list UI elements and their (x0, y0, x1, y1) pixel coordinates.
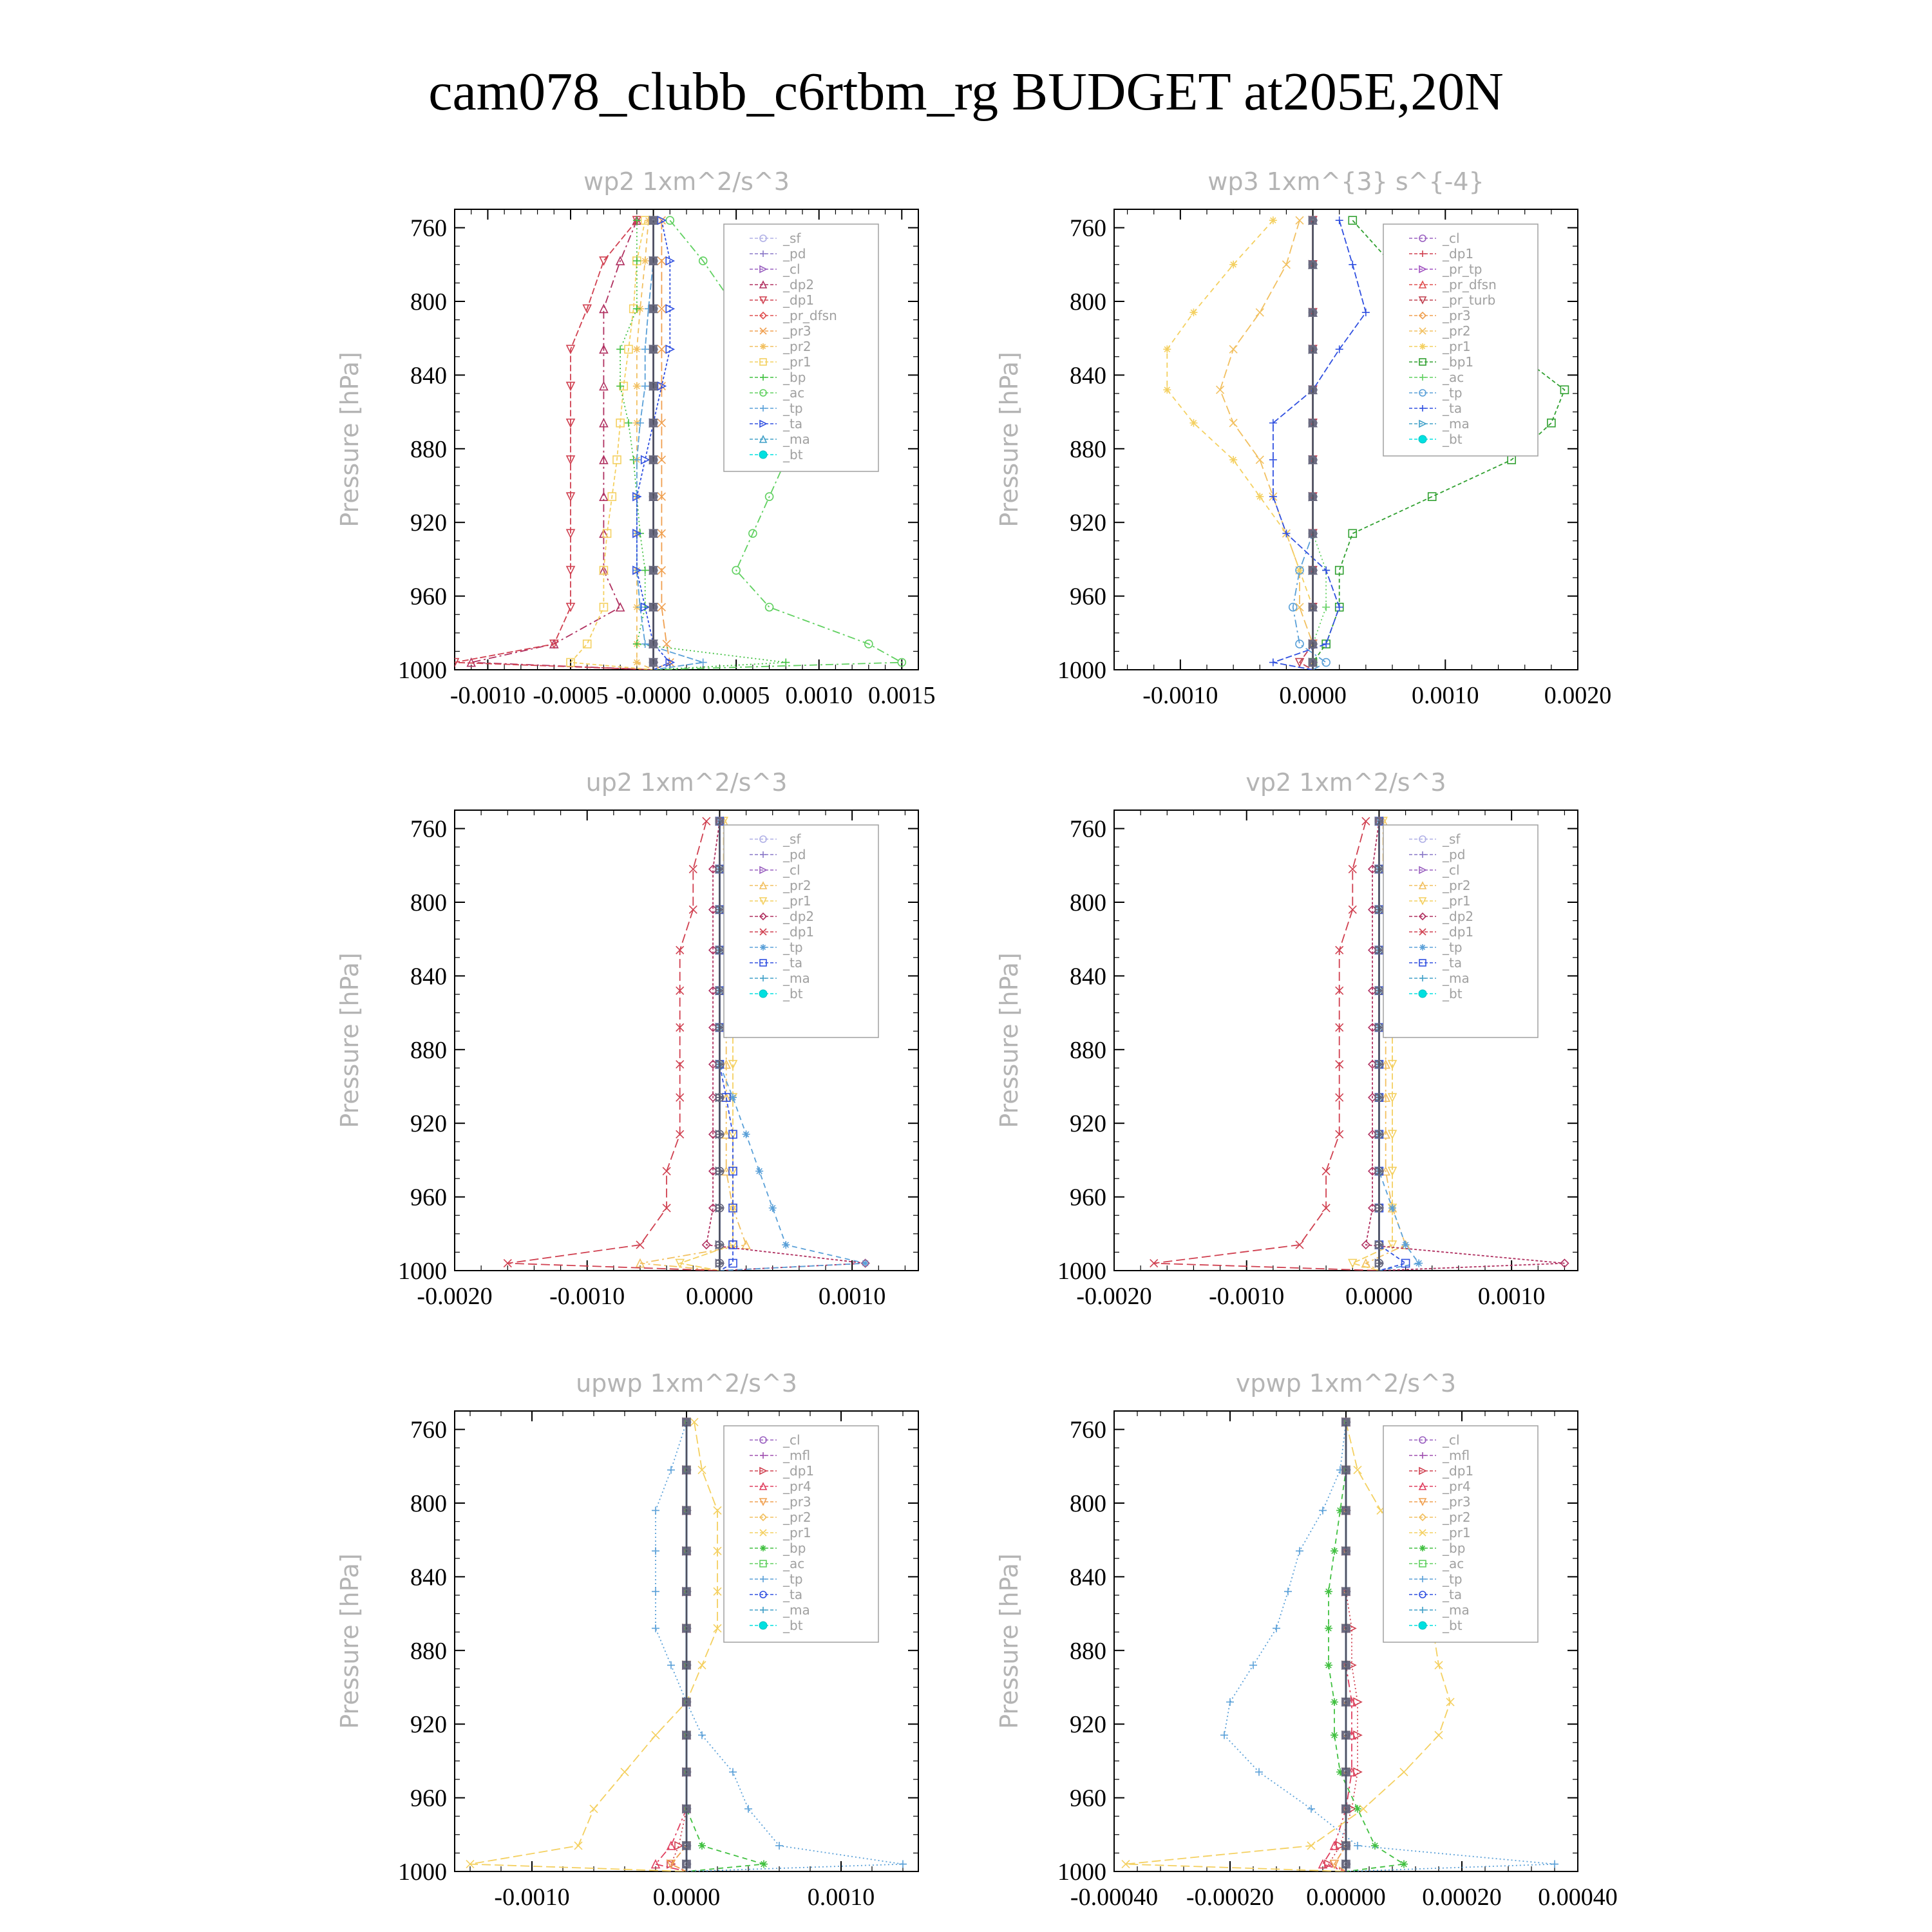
data-point-pr1 (652, 1731, 659, 1739)
legend-label: _pr_dfsn (783, 308, 837, 323)
legend-label: _dp2 (1443, 909, 1474, 924)
panel-title: upwp 1xm^2/s^3 (576, 1369, 797, 1397)
x-tick-label: 0.0010 (1412, 682, 1479, 709)
y-tick-label: 920 (410, 1711, 447, 1739)
data-point-tp (699, 659, 707, 667)
y-tick-label: 920 (410, 1110, 447, 1138)
data-point-tp (899, 1861, 907, 1868)
data-point-tp (1322, 659, 1330, 667)
series-line-pr1 (470, 1422, 717, 1871)
legend-label: _pr1 (783, 354, 811, 370)
data-point-pr2 (641, 257, 649, 265)
data-point-bp (698, 1842, 706, 1850)
data-point-bp (760, 1861, 768, 1868)
x-tick-label: 0.00040 (1538, 1884, 1618, 1911)
y-tick-label: 800 (1070, 289, 1106, 316)
legend-label: _pd (783, 246, 806, 261)
legend-label: _pr3 (1443, 1494, 1471, 1510)
x-tick-label: 0.0010 (785, 682, 853, 709)
y-tick-label: 960 (410, 583, 447, 611)
data-point-tp (652, 1587, 659, 1595)
data-point-dp2 (600, 383, 607, 390)
x-tick-label: 0.0010 (818, 1283, 886, 1310)
legend-label: _bt (783, 1618, 803, 1633)
x-tick-label: 0.0005 (702, 682, 770, 709)
y-tick-label: 880 (1070, 1036, 1106, 1064)
y-tick-label: 880 (410, 1637, 447, 1665)
legend-label: _ac (783, 1556, 805, 1571)
data-point-tp (667, 1662, 675, 1669)
data-point-tp (729, 1768, 737, 1776)
legend-marker (760, 1545, 766, 1551)
data-point-pr1 (1354, 1466, 1361, 1474)
data-point-pr1 (574, 1842, 582, 1850)
x-tick-label: -0.0010 (494, 1884, 570, 1911)
legend-label: _dp1 (1443, 1463, 1474, 1479)
series-line-ac (1313, 220, 1327, 670)
legend-label: _pd (1443, 847, 1466, 862)
x-tick-label: 0.0000 (652, 1884, 721, 1911)
panel-title: vp2 1xm^2/s^3 (1245, 768, 1446, 797)
x-tick-label: 0.0000 (686, 1283, 753, 1310)
legend-label: _pr3 (783, 323, 811, 339)
legend-label: _tp (1443, 1571, 1463, 1587)
legend-marker (1419, 435, 1426, 443)
panel-3 (336, 768, 918, 1310)
legend (724, 224, 878, 471)
data-point-pr1 (1229, 456, 1237, 464)
legend-label: _pr2 (1443, 1510, 1471, 1525)
y-tick-label: 960 (410, 1785, 447, 1812)
legend-label: _bt (783, 986, 803, 1001)
data-point-bp (1331, 1731, 1338, 1739)
legend-label: _dp1 (1443, 924, 1474, 940)
data-point-pr2 (1282, 261, 1290, 269)
legend-label: _pr_dfsn (1443, 277, 1497, 292)
x-tick-label: -0.00020 (1186, 1884, 1274, 1911)
data-point-tp (1226, 1698, 1234, 1706)
y-tick-label: 880 (410, 1036, 447, 1064)
panel-1 (336, 167, 936, 709)
legend-label: _bt (1443, 431, 1463, 447)
series-line-dp1 (507, 821, 719, 1271)
legend-marker (1419, 1622, 1426, 1629)
legend-label: _pr1 (783, 893, 811, 909)
series-line-dp1 (671, 1422, 687, 1871)
data-point-bp (1325, 1662, 1332, 1669)
y-tick-label: 1000 (1057, 657, 1106, 684)
legend-label: _mfl (1443, 1448, 1470, 1463)
x-tick-label: -0.0010 (549, 1283, 625, 1310)
data-point-pr2 (633, 383, 641, 390)
legend-label: _dp2 (783, 909, 815, 924)
data-point-dp2 (616, 603, 624, 611)
legend-label: _pr3 (1443, 308, 1471, 323)
legend-label: _ta (1443, 955, 1463, 971)
y-tick-label: 840 (410, 1564, 447, 1591)
data-point-tp (755, 1168, 763, 1175)
data-point-bp (1325, 1624, 1332, 1632)
legend-label: _ta (783, 1587, 803, 1602)
legend-label: _dp1 (783, 924, 815, 940)
legend-label: _pr2 (1443, 323, 1471, 339)
panel-title: wp3 1xm^{3} s^{-4} (1208, 167, 1484, 196)
series-line-pr4 (656, 1422, 687, 1871)
y-tick-label: 840 (1070, 362, 1106, 390)
y-tick-label: 880 (1070, 435, 1106, 463)
data-point-pr1 (1400, 1768, 1408, 1776)
data-point-tp (743, 1130, 750, 1138)
data-point-pr1 (1269, 216, 1277, 224)
legend-label: _pr3 (783, 1494, 811, 1510)
legend-label: _pr1 (1443, 339, 1471, 354)
data-point-ta (1362, 308, 1370, 316)
data-point-pr1 (1435, 1731, 1443, 1739)
data-point-tp (1415, 1260, 1423, 1267)
legend-label: _bp (783, 370, 806, 385)
legend-label: _ma (783, 431, 810, 447)
y-axis-label: Pressure [hPa] (995, 352, 1023, 527)
data-point-tp (652, 1506, 659, 1514)
data-point-pr2 (633, 345, 641, 353)
legend-label: _tp (783, 401, 803, 416)
y-tick-label: 760 (1070, 1416, 1106, 1444)
legend-label: _tp (1443, 940, 1463, 955)
x-tick-label: -0.0000 (615, 682, 692, 709)
data-point-ta (1269, 659, 1277, 667)
legend-label: _dp1 (783, 292, 815, 308)
data-point-ta (641, 456, 649, 464)
legend-label: _pd (783, 847, 806, 862)
data-point-ta (1336, 603, 1343, 611)
data-point-pr2 (633, 659, 641, 667)
data-point-tp (1319, 1506, 1327, 1514)
series-line-ta (1273, 220, 1366, 670)
x-tick-label: -0.0020 (417, 1283, 493, 1310)
data-point-pr2 (1256, 308, 1264, 316)
legend-marker (760, 343, 766, 350)
data-point-tp (1551, 1861, 1558, 1868)
legend-marker (1419, 343, 1426, 350)
data-point-dp1 (663, 1168, 670, 1175)
data-point-bp (1331, 1547, 1338, 1555)
series-line-pr3 (671, 1422, 687, 1871)
legend-label: _bt (783, 447, 803, 462)
data-point-bp (625, 419, 632, 427)
legend-label: _bp (783, 1540, 806, 1556)
x-tick-label: -0.0005 (533, 682, 609, 709)
data-point-ac (666, 216, 674, 224)
data-point-tp (1249, 1662, 1257, 1669)
legend-marker (1419, 1545, 1426, 1551)
data-point-tp (698, 1731, 706, 1739)
legend-label: _cl (1443, 862, 1460, 878)
legend-label: _cl (783, 261, 800, 277)
legend-label: _ac (783, 385, 805, 401)
legend-label: _pr2 (783, 339, 811, 354)
data-point-tp (1296, 1547, 1303, 1555)
x-tick-label: -0.00040 (1070, 1884, 1159, 1911)
legend-label: _ac (1443, 1556, 1464, 1571)
x-tick-label: -0.0020 (1076, 1283, 1152, 1310)
data-point-tp (641, 345, 649, 353)
legend-label: _ta (1443, 401, 1463, 416)
data-point-pr1 (1256, 493, 1264, 500)
legend (724, 1426, 878, 1642)
legend-label: _bt (1443, 1618, 1463, 1633)
legend-label: _dp1 (1443, 246, 1474, 261)
legend-label: _bt (1443, 986, 1463, 1001)
data-point-pr1 (698, 1662, 706, 1669)
data-point-pr2 (1296, 216, 1303, 224)
data-point-bp (1354, 1805, 1361, 1813)
y-tick-label: 920 (1070, 509, 1106, 537)
x-tick-label: 0.00020 (1422, 1884, 1502, 1911)
data-point-dp1 (1322, 1168, 1330, 1175)
y-tick-label: 800 (410, 1490, 447, 1517)
data-point-tp (1402, 1241, 1410, 1249)
y-tick-label: 800 (410, 889, 447, 916)
y-axis-label: Pressure [hPa] (336, 952, 364, 1128)
y-tick-label: 960 (410, 1184, 447, 1211)
legend-label: _pr1 (1443, 1525, 1471, 1540)
data-point-tp (641, 383, 649, 390)
series-line-dp2 (471, 220, 654, 670)
legend-marker (760, 944, 766, 951)
x-tick-label: 0.0000 (1345, 1283, 1413, 1310)
data-point-pr1 (1189, 419, 1197, 427)
data-point-pr2 (1256, 456, 1264, 464)
y-tick-label: 1000 (1057, 1859, 1106, 1886)
legend-label: _ac (1443, 370, 1464, 385)
x-tick-label: 0.0020 (1544, 682, 1612, 709)
legend-label: _tp (783, 1571, 803, 1587)
legend-label: _cl (1443, 231, 1460, 246)
legend-label: _pr4 (783, 1479, 811, 1494)
legend-label: _dp1 (783, 1463, 815, 1479)
data-point-bp (1325, 1587, 1332, 1595)
series-line-pr2 (1220, 220, 1313, 670)
legend-label: _ta (783, 955, 803, 971)
panel-6 (995, 1369, 1618, 1911)
data-point-bp (616, 345, 624, 353)
data-point-tp (652, 1547, 659, 1555)
legend (1383, 1426, 1538, 1642)
legend-label: _tp (1443, 385, 1463, 401)
legend-label: _cl (783, 862, 800, 878)
y-tick-label: 1000 (398, 1258, 447, 1285)
legend-label: _pr_turb (1443, 292, 1496, 308)
x-tick-label: -0.0010 (450, 682, 526, 709)
data-point-ta (1322, 640, 1330, 648)
legend (724, 825, 878, 1037)
data-point-tp (652, 1624, 659, 1632)
series-line-dp1 (1154, 821, 1379, 1271)
y-tick-label: 840 (410, 362, 447, 390)
figure-title: cam078_clubb_c6rtbm_rg BUDGET at205E,20N (428, 62, 1504, 122)
data-point-bp (1331, 1698, 1338, 1706)
data-point-dp1 (689, 905, 697, 913)
data-point-pr2 (1217, 386, 1224, 393)
panel-4 (995, 768, 1578, 1310)
legend-label: _cl (1443, 1432, 1460, 1448)
y-tick-label: 800 (1070, 1490, 1106, 1517)
data-point-pr1 (621, 1768, 629, 1776)
data-point-dp1 (1349, 905, 1356, 913)
series-line-pr4 (1323, 1422, 1352, 1871)
data-point-tp (1388, 1204, 1396, 1212)
y-tick-label: 880 (410, 435, 447, 463)
data-point-dp1 (703, 817, 710, 825)
legend-label: _pr2 (783, 1510, 811, 1525)
legend-label: _ma (1443, 1602, 1470, 1618)
y-tick-label: 1000 (1057, 1258, 1106, 1285)
data-point-pr1 (1446, 1698, 1454, 1706)
series-line-pr1 (1167, 220, 1312, 670)
data-point-bp (1400, 1861, 1408, 1868)
data-point-tp (862, 1260, 869, 1267)
y-tick-label: 800 (410, 289, 447, 316)
legend-label: _ma (783, 1602, 810, 1618)
legend-label: _sf (1443, 831, 1461, 847)
y-tick-label: 760 (1070, 214, 1106, 242)
y-tick-label: 840 (1070, 1564, 1106, 1591)
data-point-pr1 (1189, 308, 1197, 316)
x-tick-label: 0.0015 (868, 682, 936, 709)
data-point-dp1 (1362, 817, 1370, 825)
legend-label: _pr1 (783, 1525, 811, 1540)
legend-label: _ma (1443, 971, 1470, 986)
legend-label: _pr2 (783, 878, 811, 893)
panel-title: vpwp 1xm^2/s^3 (1235, 1369, 1457, 1397)
series-line-pr3 (654, 220, 670, 670)
y-axis-label: Pressure [hPa] (336, 1553, 364, 1729)
data-point-tp (1273, 1624, 1280, 1632)
legend-marker (759, 451, 767, 459)
x-tick-label: 0.0000 (1279, 682, 1347, 709)
legend-marker (1419, 944, 1426, 951)
data-point-tp (667, 1466, 675, 1474)
legend-label: _cl (783, 1432, 800, 1448)
y-tick-label: 840 (410, 963, 447, 990)
data-point-bp (633, 257, 641, 265)
data-point-tp (641, 640, 649, 648)
legend (1383, 224, 1538, 456)
legend-marker (759, 990, 767, 998)
panel-title: wp2 1xm^2/s^3 (583, 167, 790, 196)
data-point-pr1 (590, 1805, 598, 1813)
legend-label: _ta (783, 416, 803, 431)
y-tick-label: 760 (410, 1416, 447, 1444)
legend-label: _mfl (783, 1448, 811, 1463)
y-tick-label: 960 (1070, 583, 1106, 611)
legend-label: _bp (1443, 1540, 1466, 1556)
data-point-ta (1322, 567, 1330, 574)
panel-2 (995, 167, 1611, 709)
y-tick-label: 880 (1070, 1637, 1106, 1665)
series-line-dp1 (455, 220, 654, 670)
y-axis-label: Pressure [hPa] (995, 952, 1023, 1128)
y-tick-label: 760 (410, 815, 447, 843)
x-tick-label: -0.0010 (1209, 1283, 1285, 1310)
data-point-tp (1284, 1587, 1292, 1595)
series-line-pr_turb (1300, 220, 1313, 670)
legend-marker (759, 1622, 767, 1629)
data-point-bp (1371, 1842, 1379, 1850)
legend-label: _ta (1443, 1587, 1463, 1602)
legend-label: _ma (783, 971, 810, 986)
data-point-pr2 (1229, 419, 1237, 427)
y-tick-label: 760 (1070, 815, 1106, 843)
y-tick-label: 800 (1070, 889, 1106, 916)
y-tick-label: 920 (1070, 1711, 1106, 1739)
legend-label: _pr_tp (1443, 261, 1482, 277)
y-tick-label: 760 (410, 214, 447, 242)
legend-label: _ma (1443, 416, 1470, 431)
y-axis-label: Pressure [hPa] (995, 1553, 1023, 1729)
data-point-tp (1307, 1805, 1315, 1813)
y-axis-label: Pressure [hPa] (336, 352, 364, 527)
x-tick-label: 0.00000 (1306, 1884, 1386, 1911)
legend-label: _bp1 (1443, 354, 1474, 370)
data-point-ac (766, 603, 773, 611)
legend-label: _pr1 (1443, 893, 1471, 909)
panel-title: up2 1xm^2/s^3 (585, 768, 788, 797)
legend-marker (1419, 990, 1426, 998)
series-line-pr3 (1334, 1422, 1346, 1871)
data-point-pr1 (1163, 345, 1171, 353)
y-tick-label: 920 (410, 509, 447, 537)
data-point-ta (1336, 216, 1343, 224)
series-line-pr1 (571, 220, 654, 670)
y-tick-label: 1000 (398, 657, 447, 684)
legend-label: _tp (783, 940, 803, 955)
panel-5 (336, 1369, 918, 1911)
legend-label: _pr4 (1443, 1479, 1471, 1494)
data-point-tp (782, 1241, 790, 1249)
legend-label: _dp2 (783, 277, 815, 292)
data-point-pr2 (743, 1241, 750, 1249)
legend (1383, 825, 1538, 1037)
x-tick-label: -0.0010 (1142, 682, 1218, 709)
series-line-tp (1293, 220, 1326, 670)
legend-label: _sf (783, 831, 801, 847)
legend-label: _pr2 (1443, 878, 1471, 893)
data-point-ta (1269, 456, 1277, 464)
data-point-bp (641, 567, 649, 574)
panels (336, 167, 1618, 1911)
y-tick-label: 840 (1070, 963, 1106, 990)
data-point-tp (744, 1805, 752, 1813)
legend-label: _sf (783, 231, 801, 246)
y-tick-label: 920 (1070, 1110, 1106, 1138)
data-point-ta (1336, 345, 1343, 353)
y-tick-label: 960 (1070, 1184, 1106, 1211)
y-tick-label: 1000 (398, 1859, 447, 1886)
data-point-ac (1322, 603, 1330, 611)
data-point-tp (769, 1204, 777, 1212)
data-point-bp1 (1349, 529, 1356, 537)
data-point-pr1 (1229, 261, 1237, 269)
data-point-ta (1349, 261, 1356, 269)
x-tick-label: 0.0010 (1477, 1283, 1546, 1310)
y-tick-label: 960 (1070, 1785, 1106, 1812)
x-tick-label: 0.0010 (807, 1884, 875, 1911)
data-point-pr2 (1229, 345, 1237, 353)
data-point-bp (782, 659, 790, 667)
